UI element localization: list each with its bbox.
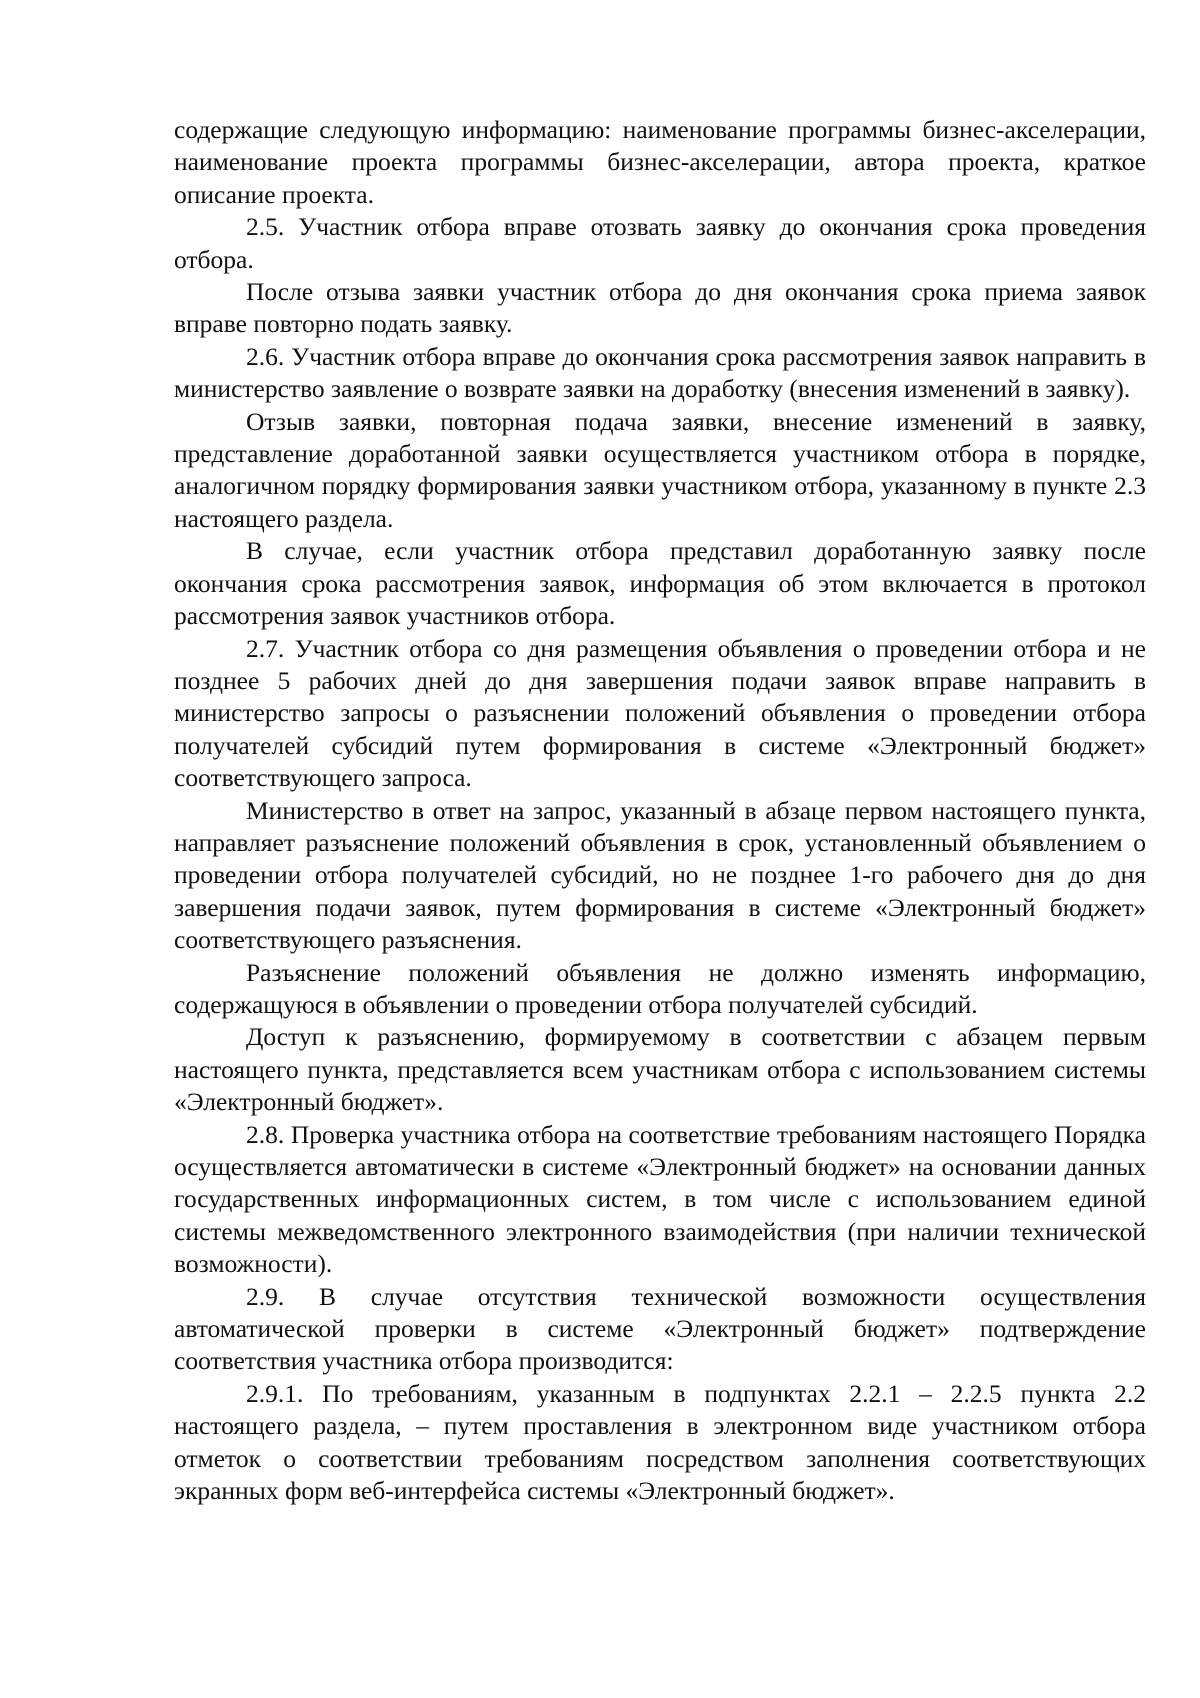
paragraph-withdrawal: После отзыва заявки участник отбора до дня окончания срока приема заявок вправе повторно подать заявку. xyxy=(174,277,1146,339)
document-body xyxy=(174,114,1146,1507)
paragraph-2-7: 2.7. Участник отбора со дня размещения объявления о проведении отбора и не позднее 5 рабочих дней до дня завершения подачи заявок вправе направить в министерство запросы о разъяснении положений объявления о проведении отбора получателей субсидий путем формирования в системе «Электронный бюджет» соответствующего запроса. xyxy=(174,633,1146,793)
paragraph-2-9: 2.9. В случае отсутствия технической возможности осуществления автоматической проверки в системе «Электронный бюджет» подтверждение соответствия участника отбора производится: xyxy=(174,1281,1146,1376)
paragraph-2-5: 2.5. Участник отбора вправе отозвать заявку до окончания срока проведения отбора. xyxy=(174,212,1146,274)
paragraph-clarification-limits: Разъяснение положений объявления не должно изменять информацию, содержащуюся в объявлении о проведении отбора получателей субсидий. xyxy=(174,957,1146,1019)
paragraph-ministry-response: Министерство в ответ на запрос, указанный в абзаце первом настоящего пункта, направляет разъяснение положений объявления в срок, установленный объявлением о проведении отбора получателей субсидий, но не позднее 1-го рабочего дня до дня завершения подачи заявок, путем формирования в системе «Электронный бюджет» соответствующего разъяснения. xyxy=(174,795,1146,955)
paragraph-clarification-access: Доступ к разъяснению, формируемому в соответствии с абзацем первым настоящего пункта, представляется всем участникам отбора с использованием системы «Электронный бюджет». xyxy=(174,1022,1146,1117)
paragraph-continuation: содержащие следующую информацию: наименование программы бизнес-акселерации, наименование проекта программы бизнес-акселерации, автора проекта, краткое описание проекта. xyxy=(174,115,1146,209)
paragraph-2-6: 2.6. Участник отбора вправе до окончания срока рассмотрения заявок направить в министерство заявление о возврате заявки на доработку (внесения изменений в заявку). xyxy=(174,341,1146,404)
paragraph-2-8: 2.8. Проверка участника отбора на соответствие требованиям настоящего Порядка осуществляется автоматически в системе «Электронный бюджет» на основании данных государственных информационных систем, в том числе с использованием единой системы межведомственного электронного взаимодействия (при наличии технической возможности). xyxy=(174,1119,1146,1279)
paragraph-2-9-1: 2.9.1. По требованиям, указанным в подпунктах 2.2.1 – 2.2.5 пункта 2.2 настоящего раздела, – путем проставления в электронном виде участником отбора отметок о соответствии требованиям посредством заполнения соответствующих экранных форм веб-интерфейса системы «Электронный бюджет». xyxy=(174,1378,1146,1506)
paragraph-late-revision: В случае, если участник отбора представил доработанную заявку после окончания срока рассмотрения заявок, информация об этом включается в протокол рассмотрения заявок участников отбора. xyxy=(174,536,1146,631)
paragraph-resubmission: Отзыв заявки, повторная подача заявки, внесение изменений в заявку, представление доработанной заявки осуществляется участником отбора в порядке, аналогичном порядку формирования заявки участником отбора, указанному в пункте 2.3 настоящего раздела. xyxy=(174,406,1146,533)
